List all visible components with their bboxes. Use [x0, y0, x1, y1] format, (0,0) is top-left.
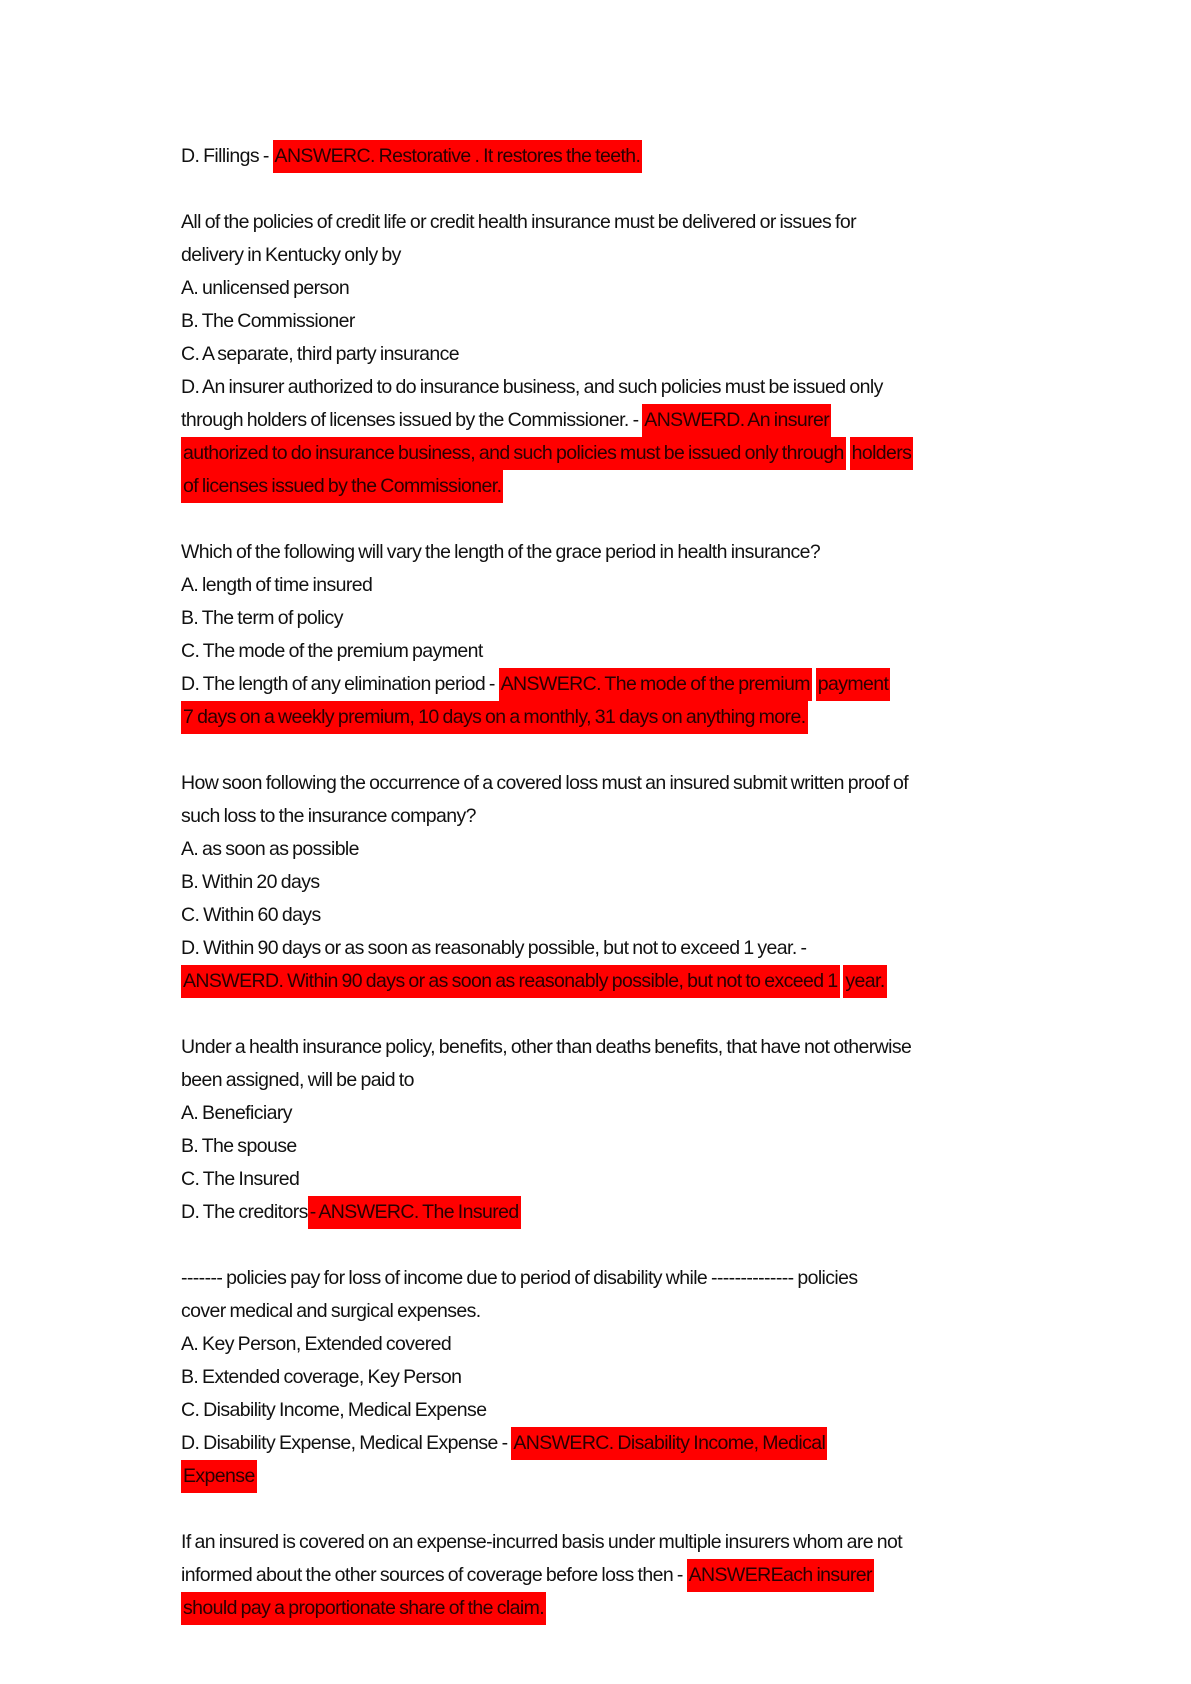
- q1-option-c: C. A separate, third party insurance: [181, 343, 459, 365]
- spacer: [181, 1493, 1021, 1526]
- spacer: [181, 173, 1021, 206]
- answer-highlight: - ANSWERC. The Insured: [308, 1196, 521, 1229]
- q1-option-d-cont: [181, 404, 1021, 437]
- q4-stem-line: been assigned, will be paid to: [181, 1069, 414, 1091]
- answer-highlight: ANSWERD. An insurer: [642, 404, 831, 437]
- q2-option-a: A. length of time insured: [181, 574, 373, 596]
- answer-highlight: 7 days on a weekly premium, 10 days on a monthly, 31 days on anything more.: [181, 701, 808, 734]
- q6-stem-line: If an insured is covered on an expense-incurred basis under multiple insurers whom are not: [181, 1531, 903, 1553]
- q3-option-d: D. Within 90 days or as soon as reasonably possible, but not to exceed 1 year. -: [181, 937, 807, 959]
- q1-option-b: B. The Commissioner: [181, 310, 355, 332]
- stem-text: informed about the other sources of coverage before loss then -: [181, 1564, 687, 1586]
- q5-answer-line: [181, 1460, 1021, 1493]
- q2-option-c: C. The mode of the premium payment: [181, 640, 483, 662]
- q2-answer-line: [181, 701, 1021, 734]
- q3-stem-line: such loss to the insurance company?: [181, 805, 476, 827]
- q6-answer-line: [181, 1592, 1021, 1625]
- q1-answer-line: [181, 470, 1021, 503]
- q1-stem-line: delivery in Kentucky only by: [181, 244, 401, 266]
- answer-highlight: ANSWERD. Within 90 days or as soon as reasonably possible, but not to exceed 1: [181, 965, 840, 998]
- q5-option-a: A. Key Person, Extended covered: [181, 1333, 452, 1355]
- answer-highlight: ANSWERC. The mode of the premium: [499, 668, 812, 701]
- option-text: D. The length of any elimination period -: [181, 673, 499, 695]
- answer-highlight: ANSWERC. Disability Income, Medical: [511, 1427, 827, 1460]
- answer-highlight: holders: [850, 437, 914, 470]
- q2-option-d: [181, 668, 1021, 701]
- q1-stem-line: All of the policies of credit life or credit health insurance must be delivered or issues for: [181, 211, 856, 233]
- q3-answer-line: [181, 965, 1021, 998]
- spacer: [181, 998, 1021, 1031]
- option-text: D. The creditors: [181, 1201, 308, 1223]
- option-text: D. Disability Expense, Medical Expense -: [181, 1432, 512, 1454]
- q1-option-a: A. unlicensed person: [181, 277, 350, 299]
- q5-option-b: B. Extended coverage, Key Person: [181, 1366, 462, 1388]
- q4-stem-line: Under a health insurance policy, benefits, other than deaths benefits, that have not otherwise: [181, 1036, 912, 1058]
- q5-stem-line: ------- policies pay for loss of income due to period of disability while -------------- policies: [181, 1267, 858, 1289]
- q1-answer-line: [181, 437, 1021, 470]
- q1-option-d: D. An insurer authorized to do insurance business, and such policies must be issued only: [181, 376, 883, 398]
- spacer: [181, 1229, 1021, 1262]
- qa-content: [181, 140, 1021, 1625]
- q5-stem-line: cover medical and surgical expenses.: [181, 1300, 481, 1322]
- q3-option-c: C. Within 60 days: [181, 904, 321, 926]
- option-text: D. Fillings -: [181, 145, 273, 167]
- q4-option-d: [181, 1196, 1021, 1229]
- answer-highlight: ANSWEREach insurer: [687, 1559, 874, 1592]
- q3-stem-line: How soon following the occurrence of a covered loss must an insured submit written proof of: [181, 772, 909, 794]
- answer-highlight: of licenses issued by the Commissioner.: [181, 470, 503, 503]
- answer-highlight: payment: [816, 668, 891, 701]
- q6-stem-line: [181, 1559, 1021, 1592]
- answer-highlight: authorized to do insurance business, and such policies must be issued only through: [181, 437, 846, 470]
- q3-option-a: A. as soon as possible: [181, 838, 359, 860]
- q4-option-b: B. The spouse: [181, 1135, 297, 1157]
- q0-option-d-line: [181, 140, 1021, 173]
- q3-option-b: B. Within 20 days: [181, 871, 320, 893]
- answer-highlight: should pay a proportionate share of the claim.: [181, 1592, 546, 1625]
- q2-option-b: B. The term of policy: [181, 607, 343, 629]
- spacer: [181, 503, 1021, 536]
- answer-highlight: year.: [843, 965, 886, 998]
- q5-option-d: [181, 1427, 1021, 1460]
- q4-option-a: A. Beneficiary: [181, 1102, 292, 1124]
- q5-option-c: C. Disability Income, Medical Expense: [181, 1399, 487, 1421]
- q4-option-c: C. The Insured: [181, 1168, 300, 1190]
- q2-stem-line: Which of the following will vary the length of the grace period in health insurance?: [181, 541, 821, 563]
- spacer: [181, 734, 1021, 767]
- answer-highlight: Expense: [181, 1460, 257, 1493]
- option-text: through holders of licenses issued by the Commissioner. -: [181, 409, 643, 431]
- answer-highlight: ANSWERC. Restorative . It restores the teeth.: [273, 140, 643, 173]
